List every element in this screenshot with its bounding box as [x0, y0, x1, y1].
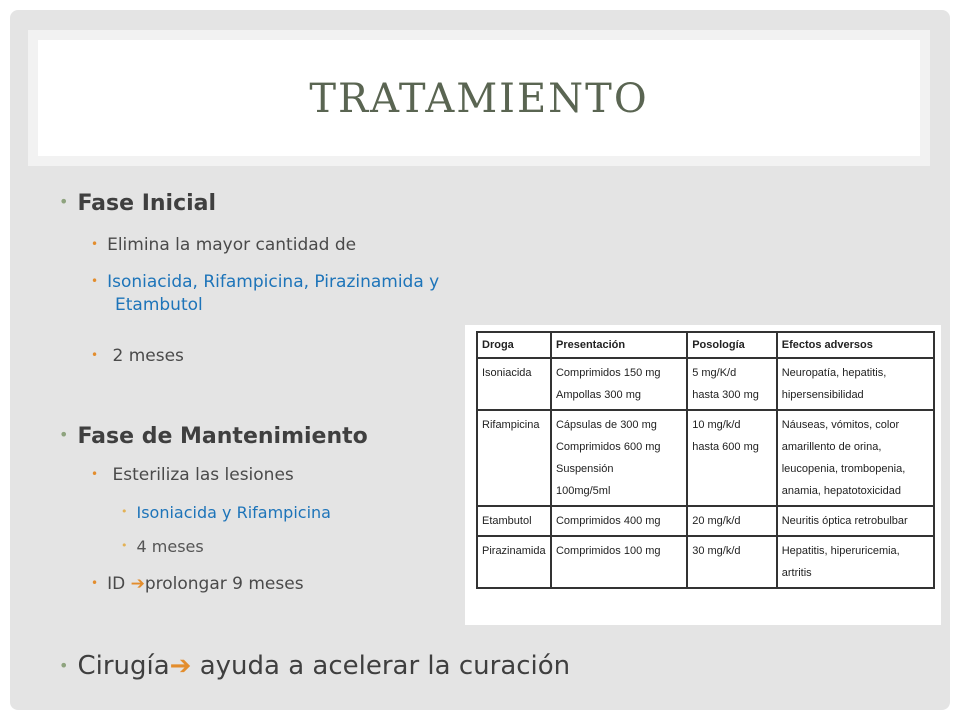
- cirugia-prefix: Cirugía: [77, 651, 170, 681]
- fase-inicial-drugs-cont: Etambutol: [115, 295, 203, 315]
- fase-mantenimiento-drugs: Isoniacida y Rifampicina: [136, 503, 331, 522]
- bullet-dot: •: [59, 656, 69, 675]
- cell-line: Neuritis óptica retrobulbar: [781, 515, 908, 527]
- bullet-dot: •: [91, 467, 99, 481]
- table-cell: [687, 536, 777, 588]
- cell-line: Comprimidos 600 mg: [555, 441, 661, 453]
- cell-line: hasta 300 mg: [692, 389, 759, 401]
- table-header-row: [477, 332, 934, 358]
- cell-line: amarillento de orina,: [781, 441, 882, 453]
- table-row: [477, 358, 934, 410]
- arrow-right-icon: ➔: [169, 651, 192, 681]
- list-item: [121, 503, 331, 523]
- bullet-fase-inicial: [59, 191, 216, 216]
- fase-mantenimiento-duration: 4 meses: [136, 537, 204, 556]
- table-cell: [551, 358, 687, 410]
- cell-line: Neuropatía, hepatitis,: [781, 367, 887, 379]
- bullet-dot: •: [121, 505, 128, 518]
- table-header: Efectos adversos: [777, 332, 934, 358]
- cell-line: Comprimidos 400 mg: [555, 515, 661, 527]
- cell-line: Isoniacida: [482, 367, 532, 379]
- id-extension-text: [107, 573, 304, 595]
- bullet-dot: •: [91, 576, 99, 590]
- cell-line: 20 mg/k/d: [692, 515, 741, 527]
- table-cell: [477, 506, 551, 536]
- table-cell: [551, 410, 687, 506]
- bullet-dot: •: [59, 192, 69, 211]
- table-row: [477, 536, 934, 588]
- fase-inicial-heading: Fase Inicial: [77, 191, 217, 216]
- slide-title: TRATAMIENTO: [309, 76, 649, 122]
- bullet-dot: •: [59, 425, 69, 444]
- cell-line: artritis: [781, 567, 812, 579]
- bullet-cirugia: [59, 651, 570, 681]
- table-header: Presentación: [551, 332, 687, 358]
- list-item: [121, 537, 204, 557]
- cirugia-suffix: ayuda a acelerar la curación: [191, 651, 571, 681]
- list-item: [91, 234, 356, 256]
- cell-line: anamia, hepatotoxicidad: [781, 485, 901, 497]
- table-cell: [687, 358, 777, 410]
- cirugia-text: [77, 651, 570, 681]
- list-item: [91, 573, 304, 595]
- table-cell: [477, 358, 551, 410]
- drug-table-image: [465, 325, 941, 625]
- cell-line: hipersensibilidad: [781, 389, 864, 401]
- cell-line: Rifampicina: [482, 419, 540, 431]
- fase-inicial-duration: 2 meses: [107, 346, 184, 366]
- table-cell: [687, 410, 777, 506]
- list-item: [91, 464, 294, 486]
- fase-mantenimiento-item: Esteriliza las lesiones: [107, 465, 294, 485]
- cell-line: 100mg/5ml: [555, 485, 611, 497]
- cell-line: Hepatitis, hiperuricemia,: [781, 545, 900, 557]
- table-cell: [477, 536, 551, 588]
- table-cell: [687, 506, 777, 536]
- cell-line: Pirazinamida: [482, 545, 546, 557]
- arrow-right-icon: ➔: [130, 574, 145, 594]
- bullet-dot: •: [91, 237, 99, 251]
- table-cell: [777, 536, 934, 588]
- bullet-dot: •: [91, 348, 99, 362]
- cell-line: Comprimidos 150 mg: [555, 367, 661, 379]
- cell-line: 10 mg/k/d: [692, 419, 741, 431]
- table-header: Posología: [687, 332, 777, 358]
- table-cell: [777, 506, 934, 536]
- bullet-dot: •: [121, 539, 128, 552]
- id-suffix: prolongar 9 meses: [144, 574, 304, 594]
- cell-line: Ampollas 300 mg: [555, 389, 641, 401]
- cell-line: Cápsulas de 300 mg: [555, 419, 657, 431]
- bullet-dot: •: [91, 274, 99, 288]
- fase-inicial-item: Elimina la mayor cantidad de: [107, 235, 357, 255]
- table-row: [477, 506, 934, 536]
- table-cell: [551, 506, 687, 536]
- cell-line: hasta 600 mg: [692, 441, 759, 453]
- table-header: Droga: [477, 332, 551, 358]
- table-cell: [777, 358, 934, 410]
- cell-line: Comprimidos 100 mg: [555, 545, 661, 557]
- cell-line: Suspensión: [555, 463, 614, 475]
- list-item-continuation: [115, 294, 203, 316]
- id-prefix: ID: [107, 574, 131, 594]
- table-row: [477, 410, 934, 506]
- fase-mantenimiento-heading: Fase de Mantenimiento: [77, 424, 368, 449]
- table-cell: [477, 410, 551, 506]
- cell-line: 30 mg/k/d: [692, 545, 741, 557]
- table-cell: [551, 536, 687, 588]
- bullet-fase-mantenimiento: [59, 424, 368, 449]
- list-item: [91, 271, 439, 293]
- cell-line: leucopenia, trombopenia,: [781, 463, 906, 475]
- drug-table: [476, 331, 935, 589]
- cell-line: Etambutol: [482, 515, 532, 527]
- cell-line: 5 mg/K/d: [692, 367, 737, 379]
- cell-line: Náuseas, vómitos, color: [781, 419, 900, 431]
- list-item: [91, 345, 184, 367]
- table-cell: [777, 410, 934, 506]
- fase-inicial-drugs: Isoniacida, Rifampicina, Pirazinamida y: [107, 272, 440, 292]
